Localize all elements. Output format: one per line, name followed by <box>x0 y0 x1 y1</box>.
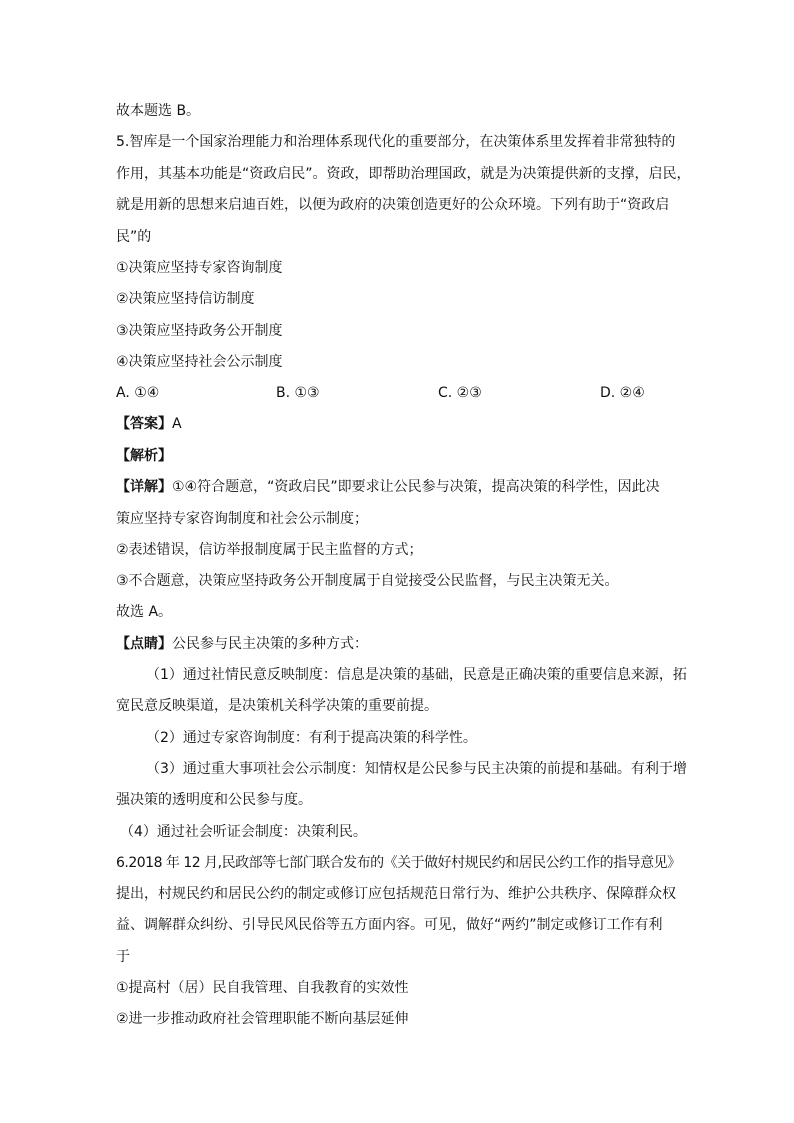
option-c: C. ②③ <box>438 385 482 401</box>
detail-line-4: ③不合题意，决策应坚持政务公开制度属于自觉接受公民监督，与民主决策无关。 <box>116 573 619 589</box>
question-5-line-1: 5.智库是一个国家治理能力和治理体系现代化的重要部分，在决策体系里发挥着非常独特的 <box>116 134 676 150</box>
point-line-1 <box>116 634 686 654</box>
detail-line-1 <box>116 477 686 497</box>
analysis-tag: 【解析】 <box>116 448 172 464</box>
point-line-6: 强决策的透明度和公民参与度。 <box>116 792 312 808</box>
statement-4: ④决策应坚持社会公示制度 <box>116 354 283 370</box>
point-line-7: （4）通过社会听证会制度：决策利民。 <box>120 824 367 840</box>
point-text: 公民参与民主决策的多种方式： <box>172 636 368 652</box>
detail-text: ①④符合题意，“资政启民”即要求让公民参与决策，提高决策的科学性，因此决 <box>172 479 660 495</box>
question-5-line-4: 民”的 <box>116 229 152 245</box>
question-6-line-4: 于 <box>116 949 130 965</box>
detail-tag: 【详解】 <box>116 479 172 495</box>
answer-value: A <box>172 416 182 432</box>
point-tag: 【点睛】 <box>116 636 172 652</box>
question-5-line-3: 就是用新的思想来启迪百姓，以便为政府的决策创造更好的公众环境。下列有助于“资政启 <box>116 197 670 213</box>
text-line: 故本题选 B。 <box>116 103 201 119</box>
detail-line-3: ②表述错误，信访举报制度属于民主监督的方式； <box>116 542 423 558</box>
option-d: D. ②④ <box>600 385 645 401</box>
statement-3: ③决策应坚持政务公开制度 <box>116 323 283 339</box>
detail-line-5: 故选 A。 <box>116 604 173 620</box>
point-line-3: 宽民意反映渠道，是决策机关科学决策的重要前提。 <box>116 698 438 714</box>
question-6-line-2: 提出，村规民约和居民公约的制定或修订应包括规范日常行为、维护公共秩序、保障群众权 <box>116 886 676 902</box>
question-6-statement-2: ②进一步推动政府社会管理职能不断向基层延伸 <box>116 1011 409 1027</box>
detail-line-2: 策应坚持专家咨询制度和社会公示制度； <box>116 511 368 527</box>
point-line-2: （1）通过社情民意反映制度：信息是决策的基础，民意是正确决策的重要信息来源，拓 <box>146 667 687 683</box>
statement-2: ②决策应坚持信访制度 <box>116 291 255 307</box>
answer-tag: 【答案】 <box>116 416 172 432</box>
question-5-line-2: 作用，其基本功能是“资政启民”。资政，即帮助治理国政，就是为决策提供新的支撑，启民， <box>116 166 691 182</box>
statement-1: ①决策应坚持专家咨询制度 <box>116 260 283 276</box>
question-6-statement-1: ①提高村（居）民自我管理、自我教育的实效性 <box>116 980 409 996</box>
point-line-5: （3）通过重大事项社会公示制度：知情权是公民参与民主决策的前提和基础。有利于增 <box>146 761 687 777</box>
question-6-line-1: 6.2018 年 12 月,民政部等七部门联合发布的《关于做好村规民约和居民公约工作的指导意见》 <box>116 855 681 871</box>
question-6-line-3: 益、调解群众纠纷、引导民风民俗等五方面内容。可见，做好“两约”制定或修订工作有利 <box>116 917 663 933</box>
option-b: B. ①③ <box>276 385 320 401</box>
option-a: A. ①④ <box>116 385 160 401</box>
point-line-4: （2）通过专家咨询制度：有利于提高决策的科学性。 <box>146 730 477 746</box>
answer-line <box>116 414 686 434</box>
